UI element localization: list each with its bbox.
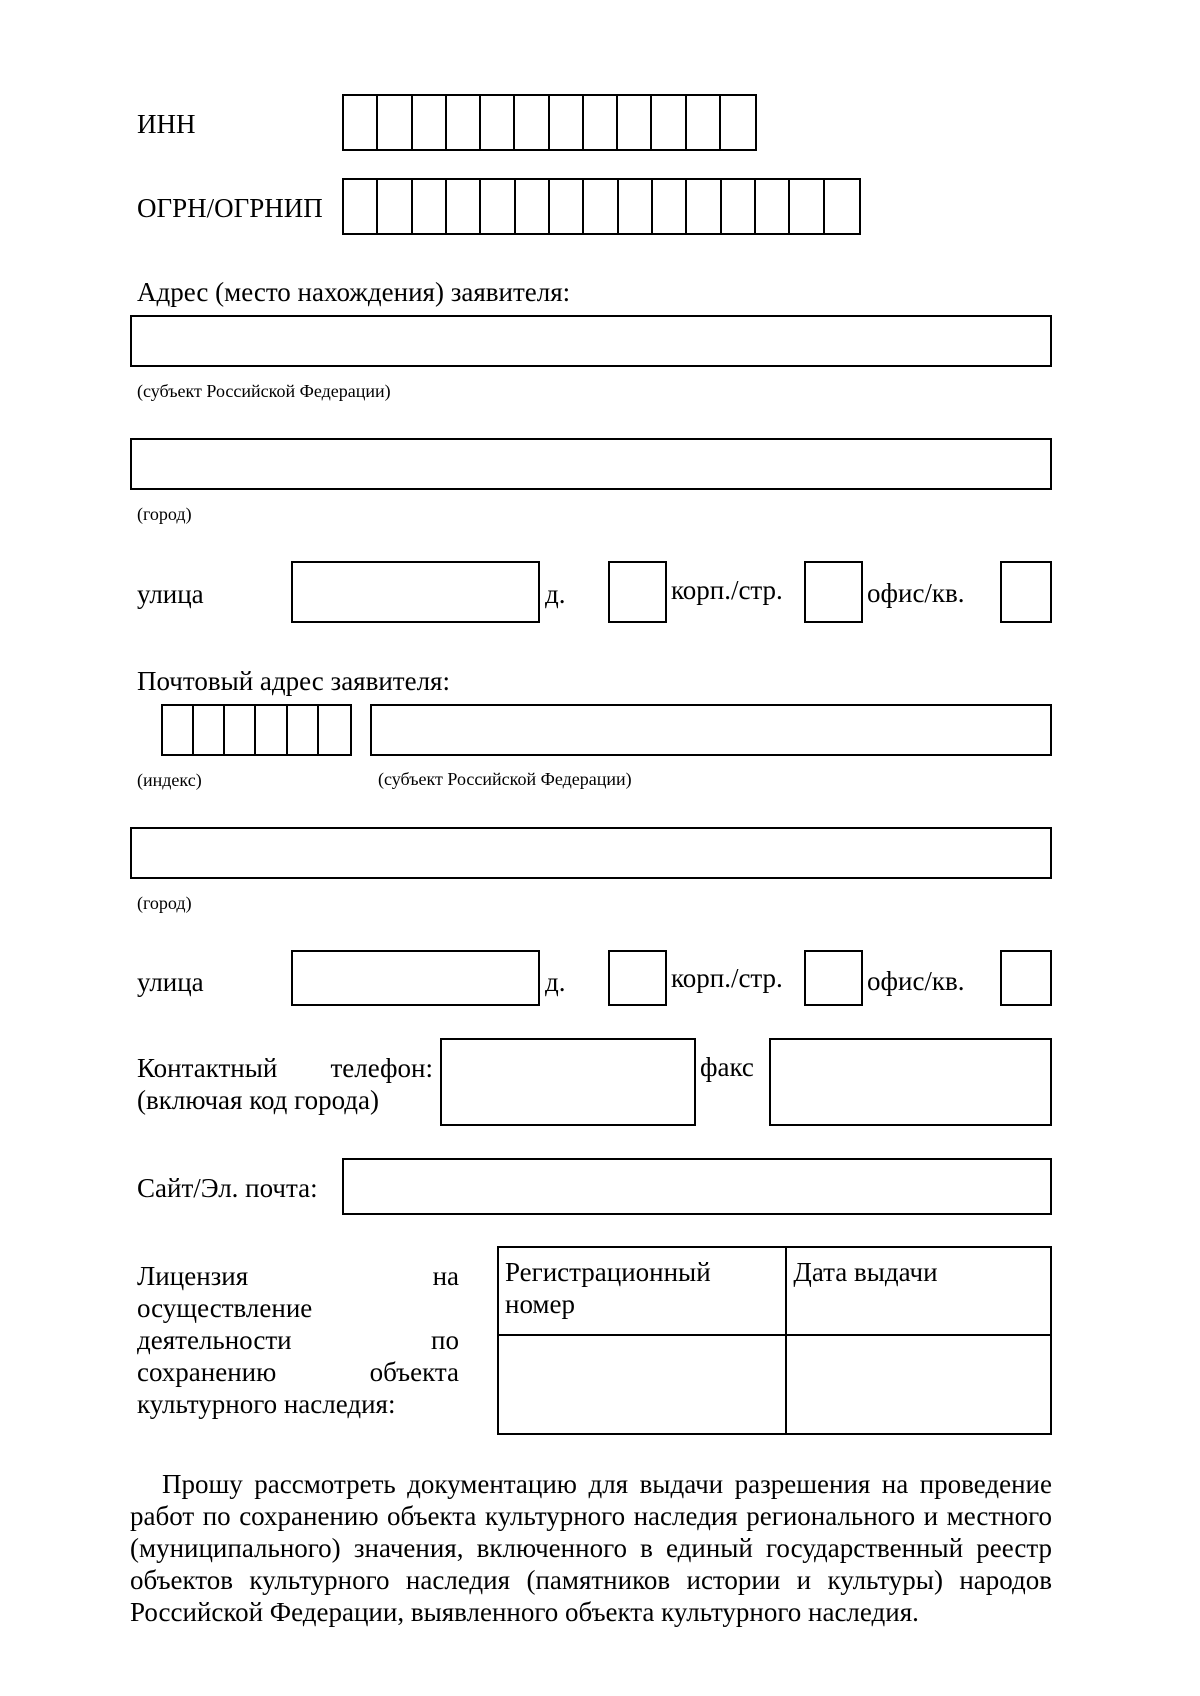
request-line: объектов культурного наследия (памятников истории и культуры) народов <box>130 1565 1052 1595</box>
address-city-caption: (город) <box>137 504 192 524</box>
postal-house-label: д. <box>545 967 566 997</box>
request-line: работ по сохранению объекта культурного наследия регионального и местного <box>130 1501 1052 1531</box>
char-cell[interactable] <box>652 96 686 149</box>
ogrn-label: ОГРН/ОГРНИП <box>137 193 323 223</box>
char-cell[interactable] <box>722 180 756 233</box>
postal-index-input[interactable] <box>161 704 352 756</box>
request-line: Прошу рассмотреть документацию для выдачи разрешения на проведение <box>162 1469 1052 1499</box>
postal-city-caption: (город) <box>137 893 192 913</box>
postal-building-label: корп./стр. <box>671 963 783 993</box>
char-cell[interactable] <box>825 180 859 233</box>
char-cell[interactable] <box>163 706 194 754</box>
char-cell[interactable] <box>344 180 378 233</box>
license-table <box>497 1246 1052 1435</box>
char-cell[interactable] <box>447 180 481 233</box>
char-cell[interactable] <box>378 96 412 149</box>
char-cell[interactable] <box>721 96 755 149</box>
ogrn-input[interactable] <box>342 178 861 235</box>
postal-subject-field[interactable] <box>370 704 1052 756</box>
char-cell[interactable] <box>481 96 515 149</box>
request-line: Российской Федерации, выявленного объекта культурного наследия. <box>130 1597 919 1627</box>
license-label-line: культурного наследия: <box>137 1389 396 1419</box>
postal-index-caption: (индекс) <box>137 770 202 790</box>
address-heading: Адрес (место нахождения) заявителя: <box>137 277 571 307</box>
postal-office-label: офис/кв. <box>867 966 965 996</box>
license-reg-number-header: Регистрационный номер <box>498 1247 786 1335</box>
char-cell[interactable] <box>344 96 378 149</box>
char-cell[interactable] <box>687 96 721 149</box>
address-city-field[interactable] <box>130 438 1052 490</box>
license-label <box>137 1260 459 1420</box>
address-house-field[interactable] <box>608 561 667 623</box>
license-label-line: деятельности по <box>137 1325 459 1355</box>
char-cell[interactable] <box>756 180 790 233</box>
char-cell[interactable] <box>550 96 584 149</box>
inn-input[interactable] <box>342 94 757 151</box>
char-cell[interactable] <box>618 96 652 149</box>
address-street-field[interactable] <box>291 561 540 623</box>
phone-field[interactable] <box>440 1038 696 1126</box>
request-paragraph <box>130 1468 1052 1628</box>
postal-street-field[interactable] <box>291 950 540 1006</box>
postal-subject-caption: (субъект Российской Федерации) <box>378 769 632 789</box>
address-building-label: корп./стр. <box>671 575 783 605</box>
phone-label: Контактный телефон: (включая код города) <box>137 1053 433 1115</box>
postal-building-field[interactable] <box>804 950 863 1006</box>
postal-heading: Почтовый адрес заявителя: <box>137 666 450 696</box>
char-cell[interactable] <box>653 180 687 233</box>
license-label-line: сохранению объекта <box>137 1357 459 1387</box>
char-cell[interactable] <box>378 180 412 233</box>
char-cell[interactable] <box>619 180 653 233</box>
address-office-field[interactable] <box>1000 561 1052 623</box>
license-label-line: Лицензия на <box>137 1261 459 1291</box>
site-email-field[interactable] <box>342 1158 1052 1215</box>
char-cell[interactable] <box>413 96 447 149</box>
fax-label: факс <box>700 1052 754 1082</box>
postal-street-label: улица <box>137 967 204 997</box>
char-cell[interactable] <box>447 96 481 149</box>
fax-field[interactable] <box>769 1038 1052 1126</box>
char-cell[interactable] <box>515 96 549 149</box>
address-subject-field[interactable] <box>130 315 1052 367</box>
site-label: Сайт/Эл. почта: <box>137 1173 318 1203</box>
postal-office-field[interactable] <box>1000 950 1052 1006</box>
char-cell[interactable] <box>194 706 225 754</box>
char-cell[interactable] <box>516 180 550 233</box>
postal-city-field[interactable] <box>130 827 1052 879</box>
char-cell[interactable] <box>413 180 447 233</box>
char-cell[interactable] <box>481 180 515 233</box>
address-house-label: д. <box>545 579 566 609</box>
address-subject-caption: (субъект Российской Федерации) <box>137 381 391 401</box>
address-building-field[interactable] <box>804 561 863 623</box>
license-issue-date-cell[interactable] <box>786 1335 1051 1434</box>
char-cell[interactable] <box>319 706 350 754</box>
license-issue-date-header: Дата выдачи <box>786 1247 1051 1335</box>
address-office-label: офис/кв. <box>867 578 965 608</box>
address-street-label: улица <box>137 579 204 609</box>
char-cell[interactable] <box>225 706 256 754</box>
license-reg-number-cell[interactable] <box>498 1335 786 1434</box>
char-cell[interactable] <box>687 180 721 233</box>
char-cell[interactable] <box>550 180 584 233</box>
char-cell[interactable] <box>584 180 618 233</box>
inn-label: ИНН <box>137 109 196 139</box>
char-cell[interactable] <box>256 706 287 754</box>
char-cell[interactable] <box>584 96 618 149</box>
request-line: (муниципального) значения, включенного в единый государственный реестр <box>130 1533 1052 1563</box>
char-cell[interactable] <box>790 180 824 233</box>
char-cell[interactable] <box>288 706 319 754</box>
license-label-line: осуществление <box>137 1293 313 1323</box>
postal-house-field[interactable] <box>608 950 667 1006</box>
